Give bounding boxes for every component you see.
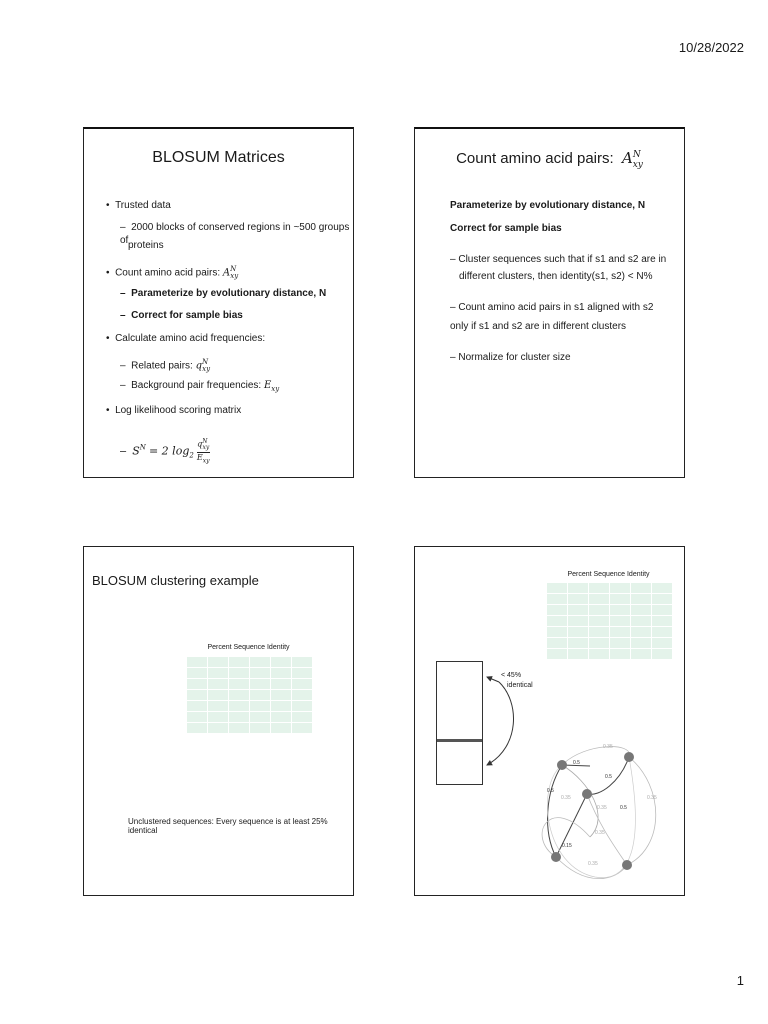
slide-cluster-diagram (414, 546, 685, 896)
graph-node (582, 789, 592, 799)
line-normalize: – Normalize for cluster size (450, 352, 571, 363)
graph-node (624, 752, 634, 762)
bullet-trusted-data: • Trusted data (106, 200, 171, 211)
bullet-calc-frequencies: • Calculate amino acid frequencies: (106, 333, 266, 344)
graph-node (551, 852, 561, 862)
edge-label: 0.35 (595, 830, 605, 836)
edge-label: 0.35 (603, 744, 613, 750)
slide-title: Count amino acid pairs: $A^N_{xy}$ (456, 149, 643, 170)
bullet-log-likelihood: • Log likelihood scoring matrix (106, 405, 242, 416)
graph-edge (548, 765, 562, 857)
sub-bullet-sample-bias: – Correct for sample bias (120, 310, 243, 321)
line-sample-bias: Correct for sample bias (450, 223, 562, 234)
page-number: 1 (736, 973, 744, 988)
graph-node (557, 760, 567, 770)
slide-title: BLOSUM clustering example (92, 573, 259, 588)
graph-edge (562, 765, 598, 837)
edge-label: 0.5 (605, 774, 612, 780)
slide-blosum-matrices (83, 127, 354, 478)
graph-edge (547, 757, 635, 878)
slide-clustering-example (83, 546, 354, 896)
edge-label: 0.15 (562, 843, 572, 849)
edge-label: 0.35 (647, 795, 657, 801)
sub-bullet-blocks: – 2000 blocks of conserved regions in ~500 groups of (120, 222, 350, 246)
edge-label: 0.5 (547, 788, 554, 794)
arrow-to-box (487, 677, 499, 682)
edge-label: 0.35 (588, 861, 598, 867)
line-parameterize: Parameterize by evolutionary distance, N (450, 200, 646, 211)
line-count-pairs: – Count amino acid pairs in s1 aligned with s2 (450, 302, 654, 313)
identity-grid (186, 656, 313, 734)
cluster-diagram (415, 547, 685, 895)
grid-title: Percent Sequence Identity (207, 644, 290, 651)
arrow-split (487, 682, 514, 765)
line-count-pairs-cont: only if s1 and s2 are in different clusters (450, 321, 627, 332)
edge-label: 0.35 (597, 805, 607, 811)
caption-unclustered: Unclustered sequences: Every sequence is at least 25% identical (128, 817, 328, 835)
sub-bullet-parameterize: – Parameterize by evolutionary distance, N (120, 288, 327, 299)
slide-title: BLOSUM Matrices (152, 149, 285, 166)
edge-label: 0.5 (620, 805, 627, 811)
edge-label: 0.5 (573, 760, 580, 766)
sub-bullet-related-pairs: – Related pairs: $q^N_{xy}$ (120, 358, 211, 374)
edge-label: 0.35 (561, 795, 571, 801)
grid-title: Percent Sequence Identity (567, 571, 650, 578)
graph-node (622, 860, 632, 870)
slide-count-pairs (414, 127, 685, 478)
sub-bullet-blocks-cont: proteins (128, 240, 164, 251)
page-date: 10/28/2022 (678, 40, 744, 55)
bullet-count-pairs: • Count amino acid pairs: $A^N_{xy}$ (106, 265, 239, 281)
formula-score: – $S^N = 2$ $\log_2$ $q^N_{xy}$ $E_{xy}$ (120, 438, 210, 465)
sub-bullet-background: – Background pair frequencies: $E_{xy}$ (120, 380, 280, 393)
threshold-label: < 45% identical (501, 672, 533, 689)
line-cluster-sequences-cont: different clusters, then identity(s1, s2) < N% (459, 271, 653, 282)
line-cluster-sequences: – Cluster sequences such that if s1 and s2 are in (450, 254, 667, 265)
